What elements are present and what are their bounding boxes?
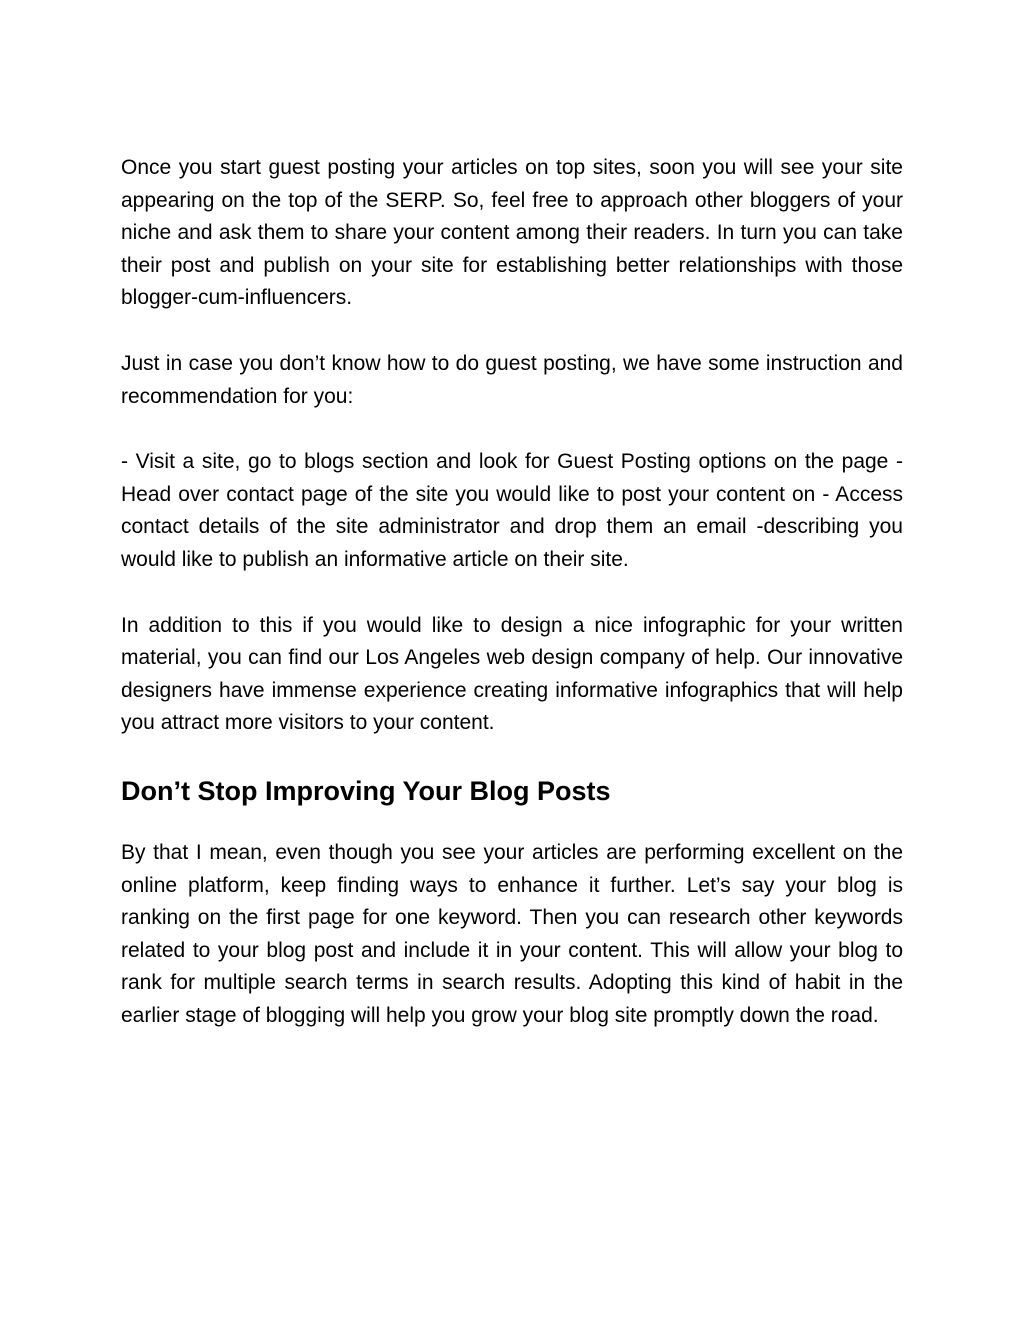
paragraph-guest-posting-intro: Just in case you don’t know how to do guest posting, we have some instruction and recommendation for you: xyxy=(121,351,903,408)
paragraph-improving-posts: By that I mean, even though you see your articles are performing excellent on the online platform, keep finding ways to enhance it further. Let’s say your blog is ranking on the first page for one keyword. Then you can research other keywords related to your blog post and include it in your content. This will allow your blog to rank for multiple search terms in search results. Adopting this kind of habit in the earlier stage of blogging will help you grow your blog site promptly down the road. xyxy=(121,840,903,1027)
document-body xyxy=(121,152,903,1065)
paragraph-guest-posting-steps: - Visit a site, go to blogs section and look for Guest Posting options on the page - Head over contact page of the site you would like to post your content on - Access contact details of the site administrator and drop them an email -describing you would like to publish an informative article on their site. xyxy=(121,450,903,571)
paragraph-guest-posting-benefits: Once you start guest posting your articles on top sites, soon you will see your site appearing on the top of the SERP. So, feel free to approach other bloggers of your niche and ask them to share your content among their readers. In turn you can take their post and publish on your site for establishing better relationships with those blogger-cum-influencers. xyxy=(121,156,903,310)
section-heading: Don’t Stop Improving Your Blog Posts xyxy=(121,775,611,806)
paragraph-infographic: In addition to this if you would like to design a nice infographic for your written material, you can find our Los Angeles web design company of help. Our innovative designers have immense experience creating informative infographics that will help you attract more visitors to your content. xyxy=(121,613,903,735)
